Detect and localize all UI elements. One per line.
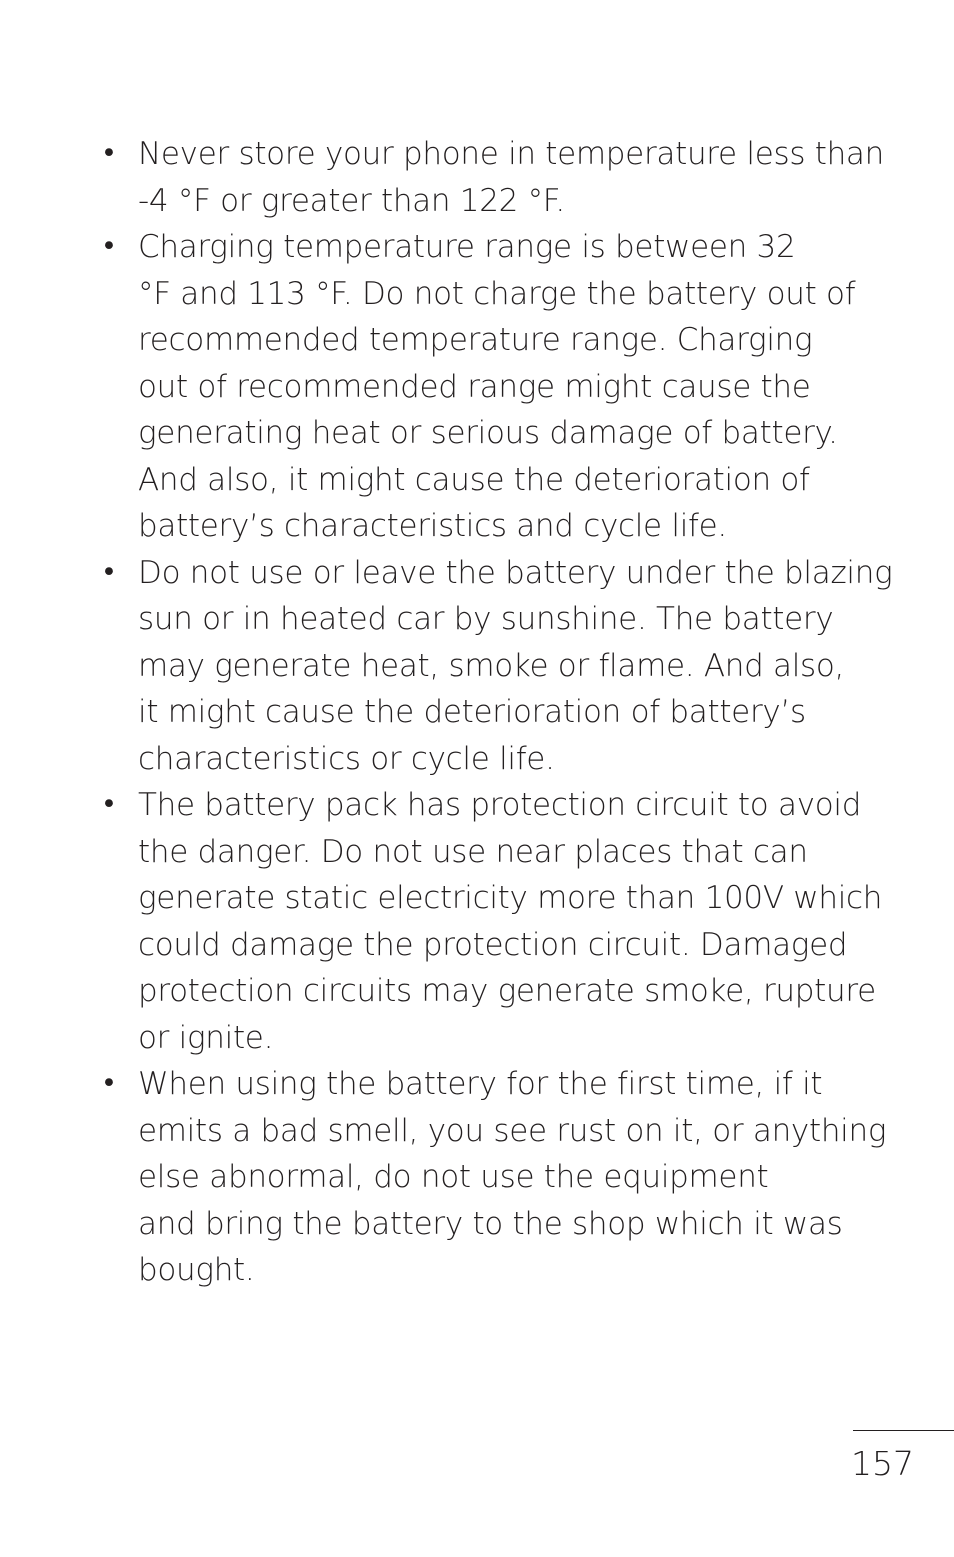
bullet-item: [0, 131, 954, 224]
bullet-dot: •: [101, 231, 117, 262]
page-number-divider: [853, 1430, 954, 1431]
bullet-item: [0, 1061, 954, 1294]
bullet-dot: •: [101, 138, 117, 169]
bullet-text: Charging temperature range is between 32 °F and 113 °F. Do not charge the battery out of recommended temperature range. Charging out of recommended range might cause the generating heat or serious damage of battery. And also, it might cause the deterioration of battery’s characteristics and cycle life.: [138, 229, 856, 544]
page-number: 157: [851, 1444, 914, 1483]
bullet-text: Never store your phone in temperature less than -4 °F or greater than 122 °F.: [138, 136, 884, 219]
bullet-dot: •: [101, 556, 117, 588]
bullet-text: Do not use or leave the battery under the blazing sun or in heated car by sunshine. The battery may generate heat, smoke or flame. And also, it might cause the deterioration of battery’s characteristics or cycle life.: [138, 554, 893, 777]
bullet-item: [0, 224, 954, 550]
bullet-dot: •: [101, 1068, 117, 1099]
bullet-dot: •: [101, 789, 117, 820]
safety-bullet-list: [0, 131, 954, 1294]
bullet-item: [0, 550, 954, 783]
bullet-text: When using the battery for the first time, if it emits a bad smell, you see rust on it, or anything else abnormal, do not use the equipment and bring the battery to the shop which it was bought.: [138, 1066, 887, 1288]
bullet-text: The battery pack has protection circuit to avoid the danger. Do not use near places that can generate static electricity more than 100V which could damage the protection circuit. Damaged protection circuits may generate smoke, rupture or ignite.: [138, 787, 883, 1056]
bullet-item: [0, 782, 954, 1061]
